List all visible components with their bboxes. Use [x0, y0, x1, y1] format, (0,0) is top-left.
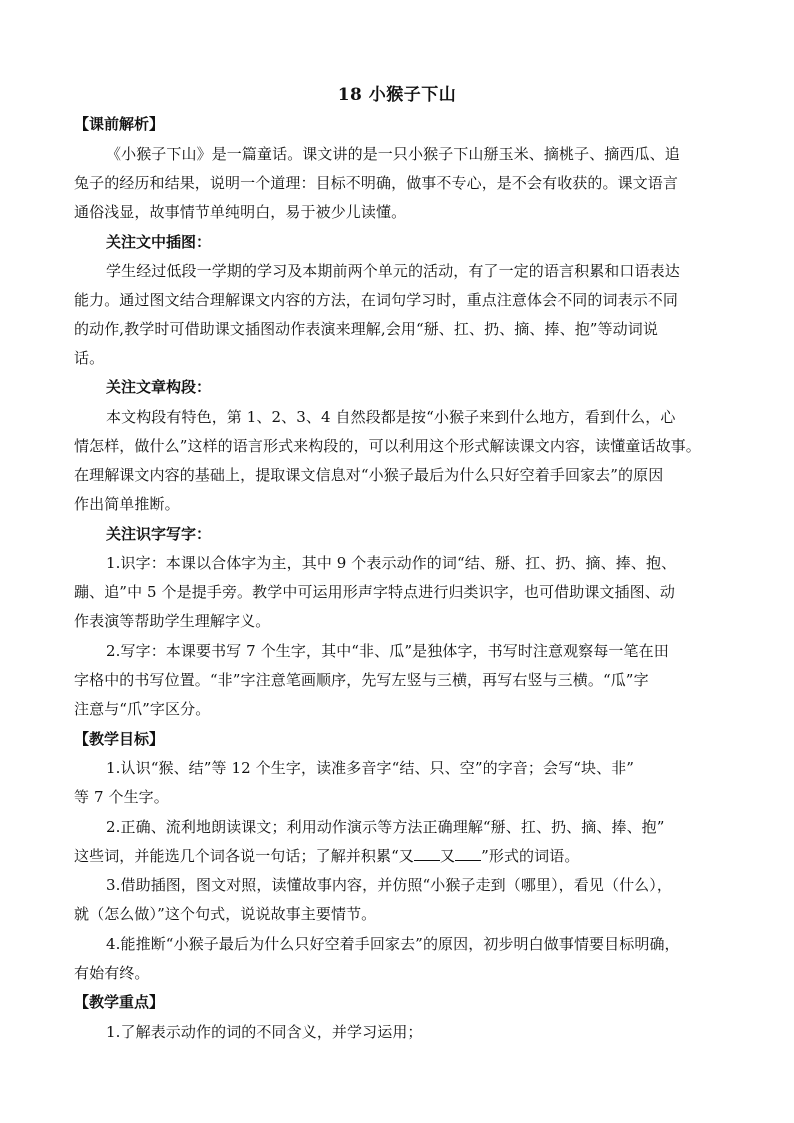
blank-underline [455, 846, 481, 861]
section-heading-key-points: 【教学重点】 [74, 993, 165, 1011]
line-text: ”形式的词语。 [481, 847, 580, 865]
blank-underline [414, 846, 440, 861]
subheading-literacy: 关注识字写字： [106, 525, 212, 543]
section-heading-goals: 【教学目标】 [74, 730, 165, 748]
paragraph-line: 4.能推断“小猴子最后为什么只好空着手回家去”的原因，初步明白做事情要目标明确， [106, 935, 680, 953]
paragraph-line: 情怎样，做什么”这样的语言形式来构段的，可以利用这个形式解读课文内容，读懂童话故事。 [74, 437, 701, 455]
paragraph-line: 1.认识“猴、结”等 12 个生字，读准多音字“结、只、空”的字音；会写“块、非” [106, 759, 635, 777]
paragraph-line: 学生经过低段一学期的学习及本期前两个单元的活动，有了一定的语言积累和口语表达 [106, 262, 680, 280]
paragraph-line: 在理解课文内容的基础上，提取课文信息对“小猴子最后为什么只好空着手回家去”的原因 [74, 466, 664, 484]
paragraph-line: 作出简单推断。 [74, 495, 180, 513]
paragraph-line: 作表演等帮助学生理解字义。 [74, 612, 271, 630]
paragraph-line: 等 7 个生字。 [74, 788, 169, 806]
paragraph-line [74, 845, 579, 866]
page-title: 18 小猴子下山 [337, 85, 457, 105]
paragraph-line: 3.借助插图，图文对照，读懂故事内容，并仿照“小猴子走到（哪里），看见（什么）， [106, 876, 672, 894]
paragraph-line: 1.识字：本课以合体字为主，其中 9 个表示动作的词“结、掰、扛、扔、摘、捧、抱、 [106, 554, 677, 572]
paragraph-line: 的动作,教学时可借助课文插图动作表演来理解,会用“掰、扛、扔、摘、捧、抱”等动词说 [74, 320, 658, 338]
paragraph-line: 2.写字：本课要书写 7 个生字，其中“非、瓜”是独体字，书写时注意观察每一笔在田 [106, 642, 669, 660]
paragraph-line: 通俗浅显，故事情节单纯明白，易于被少儿读懂。 [74, 203, 407, 221]
paragraph-line: 兔子的经历和结果，说明一个道理：目标不明确，做事不专心，是不会有收获的。课文语言 [74, 174, 679, 192]
paragraph-line: 蹦、追”中 5 个是提手旁。教学中可运用形声字特点进行归类识字，也可借助课文插图、动 [74, 583, 675, 601]
subheading-illustration: 关注文中插图： [106, 233, 212, 251]
paragraph-line: 能力。通过图文结合理解课文内容的方法，在词句学习时，重点注意体会不同的词表示不同 [74, 291, 679, 309]
section-heading-pre-analysis: 【课前解析】 [74, 115, 165, 133]
paragraph-line: 话。 [74, 349, 105, 367]
paragraph-line: 2.正确、流利地朗读课文；利用动作演示等方法正确理解“掰、扛、扔、摘、捧、抱” [106, 818, 665, 836]
line-text: 这些词，并能选几个词各说一句话；了解并积累“又 [74, 847, 414, 865]
paragraph-line: 注意与“爪”字区分。 [74, 700, 211, 718]
line-text: 又 [439, 847, 456, 865]
paragraph-line: 1.了解表示动作的词的不同含义，并学习运用； [106, 1023, 423, 1041]
paragraph-line: 就（怎么做）”这个句式，说说故事主要情节。 [74, 905, 377, 923]
subheading-structure: 关注文章构段： [106, 378, 212, 396]
paragraph-line: 本文构段有特色，第 1、2、3、4 自然段都是按“小猴子来到什么地方，看到什么，心 [106, 408, 676, 426]
paragraph-line: 《小猴子下山》是一篇童话。课文讲的是一只小猴子下山掰玉米、摘桃子、摘西瓜、追 [106, 145, 680, 163]
paragraph-line: 有始有终。 [74, 964, 150, 982]
paragraph-line: 字格中的书写位置。“非”字注意笔画顺序，先写左竖与三横，再写右竖与三横。“瓜”字 [74, 671, 649, 689]
